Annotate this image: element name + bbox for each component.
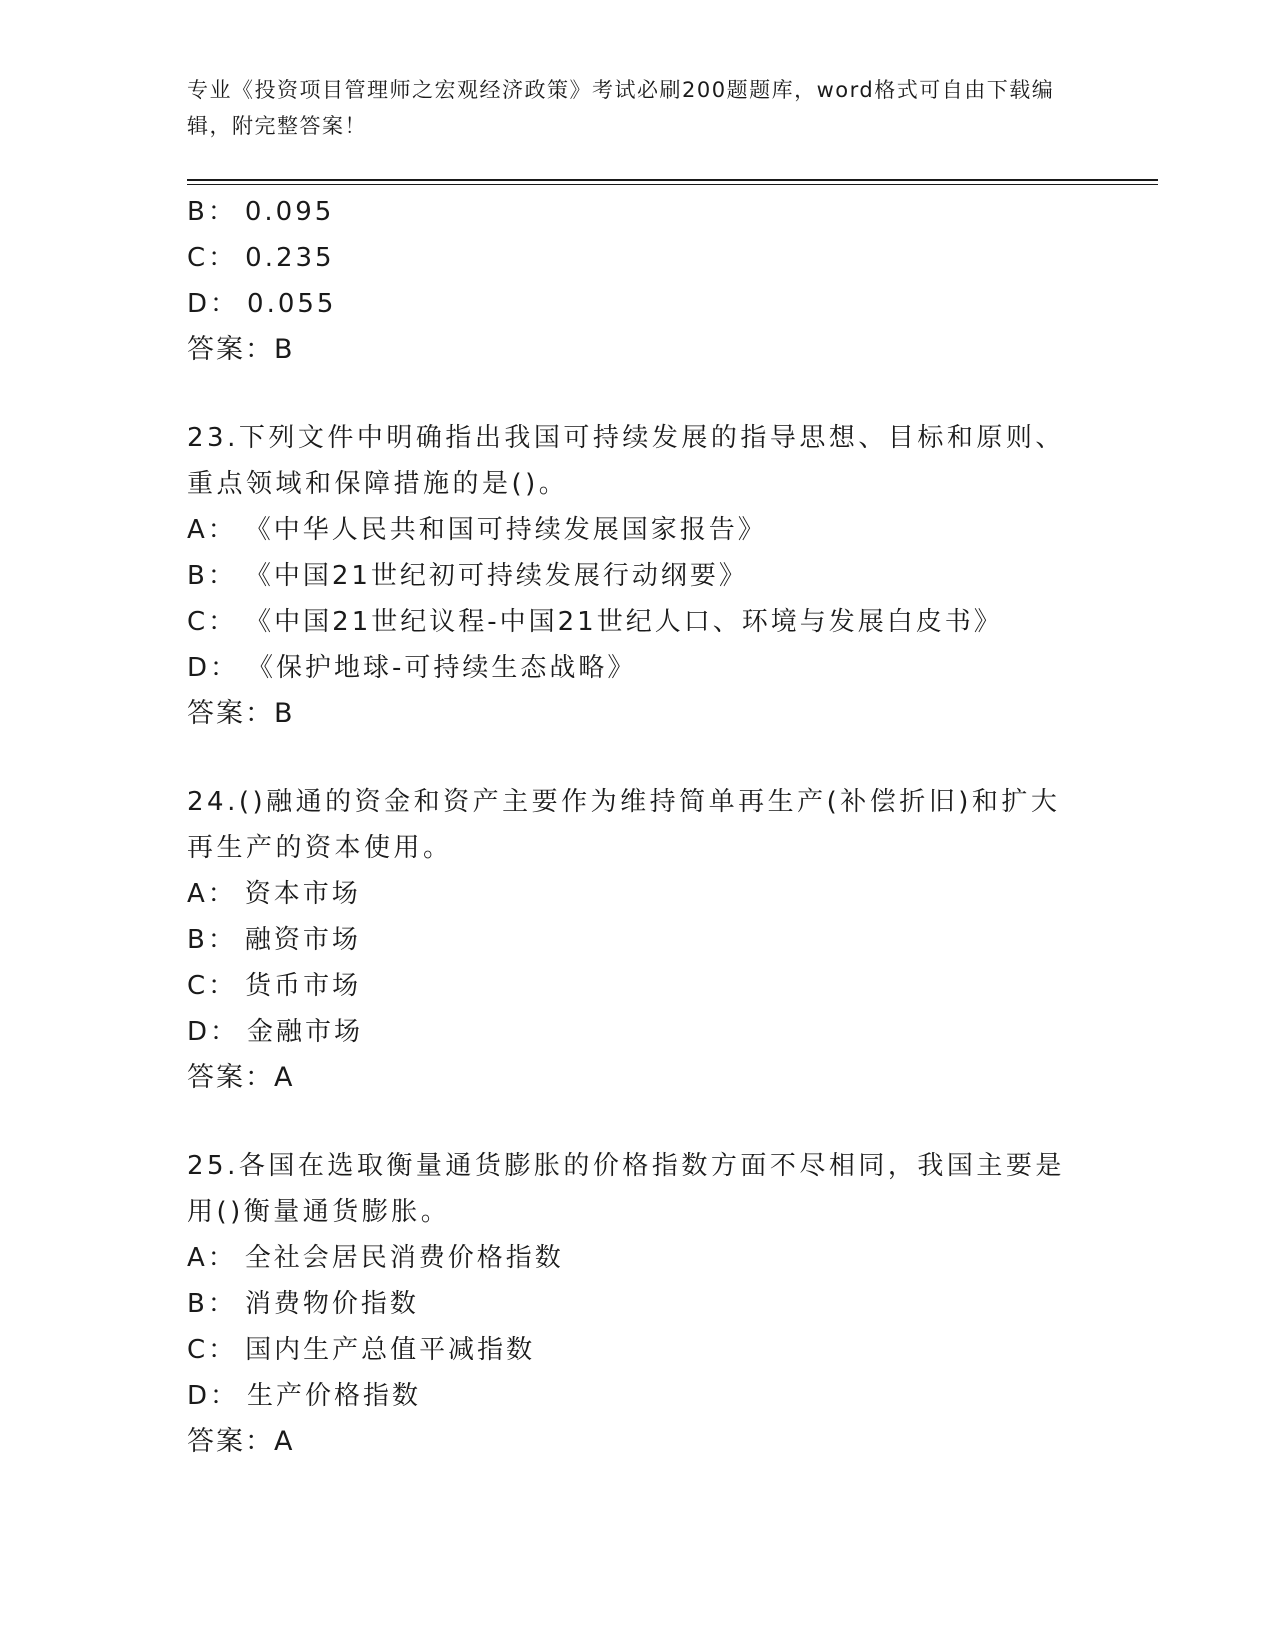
option-d: D： 金融市场 bbox=[187, 1017, 364, 1047]
option-d: D： 《保护地球-可持续生态战略》 bbox=[187, 653, 637, 683]
header-divider-thick bbox=[187, 179, 1158, 181]
option-c: C： 《中国21世纪议程-中国21世纪人口、环境与发展白皮书》 bbox=[187, 607, 1003, 637]
question-23 bbox=[187, 415, 1087, 737]
question-25 bbox=[187, 1143, 1087, 1465]
option-b: B： 融资市场 bbox=[187, 925, 361, 955]
question-stem: 24.()融通的资金和资产主要作为维持简单再生产(补偿折旧)和扩大再生产的资本使用。 bbox=[187, 787, 1061, 863]
option-c: C： 货币市场 bbox=[187, 971, 362, 1001]
option-a: A： 全社会居民消费价格指数 bbox=[187, 1243, 564, 1273]
question-24 bbox=[187, 779, 1087, 1101]
header-divider-thin bbox=[187, 184, 1158, 185]
answer-line: 答案：A bbox=[187, 1062, 295, 1093]
option-c: C： 0.235 bbox=[187, 243, 335, 273]
option-a: A： 资本市场 bbox=[187, 879, 361, 909]
option-b: B： 《中国21世纪初可持续发展行动纲要》 bbox=[187, 561, 748, 591]
question-stem: 25.各国在选取衡量通货膨胀的价格指数方面不尽相同，我国主要是用()衡量通货膨胀。 bbox=[187, 1151, 1065, 1227]
option-d: D： 生产价格指数 bbox=[187, 1381, 422, 1411]
question-content bbox=[187, 189, 1087, 1465]
question-stem: 23.下列文件中明确指出我国可持续发展的指导思想、目标和原则、重点领域和保障措施的是()。 bbox=[187, 423, 1065, 499]
answer-line: 答案：B bbox=[187, 698, 295, 729]
prev-question-block bbox=[187, 189, 1087, 373]
option-b: B： 消费物价指数 bbox=[187, 1289, 419, 1319]
page-header-title: 专业《投资项目管理师之宏观经济政策》考试必刷200题题库，word格式可自由下载编辑，附完整答案！ bbox=[187, 78, 1055, 138]
option-d: D： 0.055 bbox=[187, 289, 337, 319]
option-a: A： 《中华人民共和国可持续发展国家报告》 bbox=[187, 515, 767, 545]
option-b: B： 0.095 bbox=[187, 197, 335, 227]
option-c: C： 国内生产总值平减指数 bbox=[187, 1335, 536, 1365]
answer-line: 答案：B bbox=[187, 334, 295, 365]
answer-line: 答案：A bbox=[187, 1426, 295, 1457]
